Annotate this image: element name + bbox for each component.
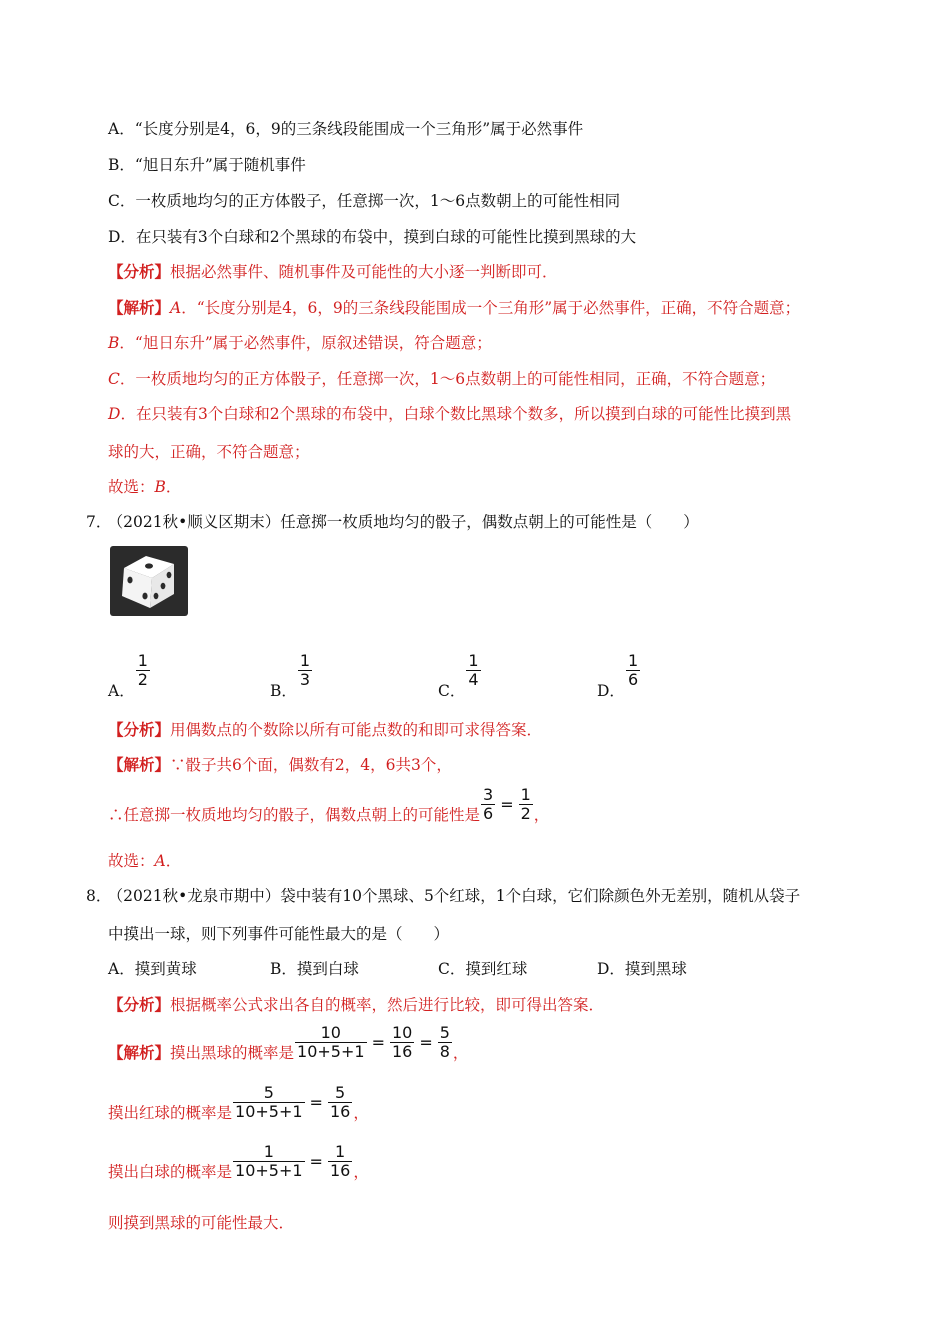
- answer-prefix: 故选：: [108, 478, 155, 496]
- q8-option-c: C．摸到红球: [438, 960, 528, 978]
- solution-text: ．在只装有3个白球和2个黑球的布袋中，白球个数比黑球个数多，所以摸到白球的可能性比摸到黑: [120, 405, 792, 423]
- punctuation: ，: [353, 1163, 369, 1182]
- solution-letter: A: [170, 299, 182, 317]
- q6-answer: [108, 475, 181, 497]
- fraction: $\frac{5}{10+5+1}$: [235, 1083, 303, 1121]
- answer-letter: B: [154, 478, 166, 496]
- q8-analysis: [108, 993, 604, 1015]
- solution-text: 摸出红球的概率是: [108, 1104, 233, 1123]
- solution-text: ∵骰子共6个面，偶数有2，4，6共3个，: [170, 756, 452, 774]
- solution-text: ．“长度分别是4，6，9的三条线段能围成一个三角形”属于必然事件，正确，不符合题意；: [181, 299, 801, 317]
- fraction: $\frac{1}{16}$: [329, 1142, 351, 1180]
- punctuation: ，: [353, 1104, 369, 1123]
- q8-option-a: A．摸到黄球: [108, 960, 197, 978]
- fraction: $\frac{10}{10+5+1}$: [297, 1023, 365, 1061]
- solution-text: 摸出黑球的概率是: [170, 1044, 295, 1063]
- dice-icon: [110, 546, 188, 616]
- analysis-text: 根据必然事件、随机事件及可能性的大小逐一判断即可．: [170, 263, 558, 281]
- solution-text: 摸出白球的概率是: [108, 1163, 233, 1182]
- q7-option-a: [108, 652, 151, 701]
- option-fraction: $\frac{1}{4}$: [468, 651, 479, 689]
- equals-sign: =: [500, 794, 514, 814]
- q8-option-d: D．摸到黑球: [597, 960, 687, 978]
- equals-sign: =: [419, 1032, 433, 1052]
- q6-solution-b: [108, 331, 492, 353]
- q6-solution-d: [108, 402, 791, 424]
- q6-option-a: A．“长度分别是4，6，9的三条线段能围成一个三角形”属于必然事件: [108, 120, 584, 138]
- q6-option-d: D．在只装有3个白球和2个黑球的布袋中，摸到白球的可能性比摸到黑球的大: [108, 228, 637, 246]
- question-number: 7．: [86, 513, 112, 531]
- q7-solution-1: [108, 753, 452, 775]
- option-fraction: $\frac{1}{3}$: [299, 651, 311, 689]
- option-label: D．: [597, 682, 625, 701]
- solution-letter: C: [108, 370, 120, 388]
- punctuation: ，: [452, 1044, 469, 1063]
- equals-sign: =: [309, 1092, 323, 1112]
- q8-option-b: B．摸到白球: [270, 960, 359, 978]
- analysis-tag: 【分析】: [108, 262, 171, 281]
- equals-sign: =: [309, 1151, 323, 1171]
- fraction: $\frac{5}{8}$: [439, 1023, 450, 1061]
- answer-suffix: ．: [165, 852, 182, 870]
- option-label: C．: [438, 682, 466, 701]
- q7-analysis: [108, 718, 542, 740]
- q6-analysis: [108, 260, 558, 282]
- answer-suffix: ．: [165, 478, 182, 496]
- equals-sign: =: [371, 1032, 385, 1052]
- analysis-text: 用偶数点的个数除以所有可能点数的和即可求得答案．: [170, 721, 543, 739]
- q8-solution-black: [108, 1024, 468, 1063]
- q8-conclusion: 则摸到黑球的可能性最大．: [108, 1214, 295, 1232]
- punctuation: ，: [533, 806, 550, 825]
- solution-letter: D: [108, 405, 121, 423]
- fraction: $\frac{10}{16}$: [391, 1023, 413, 1061]
- question-text: （2021秋•顺义区期末）任意掷一枚质地均匀的骰子，偶数点朝上的可能性是（ ）: [115, 513, 699, 531]
- answer-prefix: 故选：: [108, 852, 155, 870]
- option-fraction: $\frac{1}{6}$: [627, 651, 639, 689]
- fraction: $\frac{1}{10+5+1}$: [235, 1142, 303, 1180]
- q7-option-c: [438, 652, 482, 701]
- solution-text: ∴任意掷一枚质地均匀的骰子，偶数点朝上的可能性是: [108, 806, 481, 825]
- q6-option-b: B．“旭日东升”属于随机事件: [108, 156, 306, 174]
- q8-solution-white: [108, 1143, 369, 1182]
- analysis-tag: 【分析】: [108, 720, 171, 739]
- question-text: （2021秋•龙泉市期中）袋中装有10个黑球、5个红球，1个白球，它们除颜色外无差别，随机从袋子: [115, 887, 801, 905]
- fraction: $\frac{5}{16}$: [329, 1083, 351, 1121]
- solution-text: ．“旭日东升”属于必然事件，原叙述错误，符合题意；: [119, 334, 492, 352]
- solution-tag: 【解析】: [108, 298, 171, 317]
- solution-tag: 【解析】: [108, 1043, 171, 1063]
- option-label: B．: [270, 682, 297, 701]
- analysis-text: 根据概率公式求出各自的概率，然后进行比较，即可得出答案．: [170, 996, 605, 1014]
- solution-letter: B: [108, 334, 120, 352]
- q7-option-b: [270, 652, 313, 701]
- q8-stem: [86, 884, 800, 906]
- answer-letter: A: [154, 852, 166, 870]
- solution-tag: 【解析】: [108, 755, 171, 774]
- q6-solution-a: [108, 296, 800, 318]
- solution-text: ．一枚质地均匀的正方体骰子，任意掷一次，1～6点数朝上的可能性相同，正确，不符合题意；: [119, 370, 776, 388]
- q7-solution-2: [108, 786, 549, 825]
- fraction: $\frac{3}{6}$: [483, 785, 494, 823]
- q8-stem-cont: 中摸出一球，则下列事件可能性最大的是（ ）: [108, 925, 450, 943]
- option-fraction: $\frac{1}{2}$: [137, 651, 148, 689]
- fraction: $\frac{1}{2}$: [520, 785, 531, 823]
- q6-option-c: C．一枚质地均匀的正方体骰子，任意掷一次，1～6点数朝上的可能性相同: [108, 192, 621, 210]
- q6-solution-c: [108, 367, 775, 389]
- q6-solution-d-cont: 球的大，正确，不符合题意；: [108, 443, 310, 461]
- option-label: A．: [108, 682, 135, 701]
- q7-answer: [108, 849, 181, 871]
- analysis-tag: 【分析】: [108, 995, 171, 1014]
- q8-solution-red: [108, 1084, 369, 1123]
- q7-stem: [86, 510, 699, 532]
- q7-option-d: [597, 652, 641, 701]
- question-number: 8．: [86, 887, 112, 905]
